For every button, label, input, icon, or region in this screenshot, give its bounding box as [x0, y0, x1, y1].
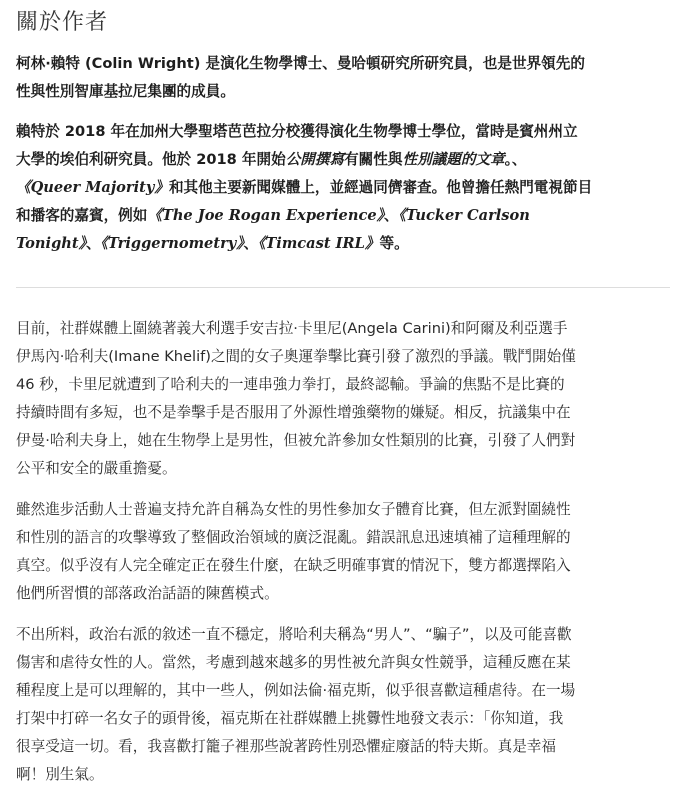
bio-line	[16, 174, 670, 202]
article-line: 他們所習慣的部落政治話語的陳舊模式。	[16, 585, 279, 602]
bio-text: 、	[243, 235, 259, 252]
article-line: 和性別的語言的攻擊導致了整個政治領域的廣泛混亂。錯誤訊息迅速填補了這種理解的	[16, 529, 571, 546]
article-line: 種程度上是可以理解的，其中一些人，例如法倫·福克斯，似乎很喜歡這種虐待。在一場	[16, 682, 576, 699]
article-line: 公平和安全的嚴重擔憂。	[16, 460, 177, 477]
article-line: 雖然進步活動人士普遍支持允許自稱為女性的男性參加女子體育比賽，但左派對圍繞性	[16, 501, 571, 518]
bio-text: 、	[383, 207, 399, 224]
article-line: 持續時間有多短，也不是拳擊手是否服用了外源性增強藥物的嫌疑。相反，抗議集中在	[16, 404, 571, 421]
tucker-carlson-title-end: Tonight》	[16, 235, 86, 252]
bio-line: 性與性別智庫基拉尼集團的成員。	[16, 83, 235, 100]
author-bio-paragraph-1	[16, 50, 670, 106]
article-line: 啊！別生氣。	[16, 766, 104, 783]
article-line: 真空。似乎沒有人完全確定正在發生什麼，在缺乏明確事實的情況下，雙方都選擇陷入	[16, 557, 571, 574]
about-author-heading: 關於作者	[16, 10, 109, 35]
joe-rogan-title: 《The Joe Rogan Experience》	[147, 207, 384, 224]
article-paragraph-3	[16, 621, 670, 789]
article-line: 打架中打碎一名女子的頭骨後，福克斯在社群媒體上挑釁性地發文表示：「你知道，我	[16, 710, 564, 727]
bio-line	[16, 202, 670, 230]
bio-line	[16, 230, 670, 258]
article-line: 很享受這一切。看，我喜歡打籠子裡那些說著跨性別恐懼症廢話的特夫斯。真是幸福	[16, 738, 556, 755]
article-line: 伊馬內·哈利夫(Imane Khelif)之間的女子奧運拳擊比賽引發了激烈的爭議。戰鬥開始僅	[16, 348, 576, 365]
bio-text: 有關性與	[344, 151, 403, 168]
tucker-carlson-title: 《Tucker Carlson	[398, 207, 530, 224]
bio-text: 和播客的嘉賓，例如	[16, 207, 148, 224]
bio-line: 柯林·賴特 (Colin Wright) 是演化生物學博士、曼哈頓研究所研究員，也是世界領先的	[16, 55, 585, 72]
section-divider	[16, 287, 670, 288]
bio-text: 等。	[379, 235, 409, 252]
author-bio-paragraph-2	[16, 118, 670, 258]
article-paragraph-1	[16, 315, 670, 483]
timcast-title: 《Timcast IRL》	[258, 235, 380, 252]
article-paragraph-2	[16, 496, 670, 608]
triggernometry-title: 《Triggernometry》	[100, 235, 244, 252]
bio-text: 、	[85, 235, 101, 252]
article-line: 46 秒，卡里尼就遭到了哈利夫的一連串強力拳打，最終認輸。爭論的焦點不是比賽的	[16, 376, 565, 393]
article-line: 傷害和虐待女性的人。當然，考慮到越來越多的男性被允許與女性競爭，這種反應在某	[16, 654, 571, 671]
bio-text: 和其他主要新聞媒體上，並經過同儕審查。他曾擔任熱門電視節目	[168, 179, 593, 196]
gender-issues-link[interactable]: 性別議題的文章	[402, 151, 505, 168]
bio-line	[16, 146, 670, 174]
article-line: 目前，社群媒體上圍繞著義大利選手安吉拉·卡里尼(Angela Carini)和阿爾及利亞選手	[16, 320, 568, 337]
writing-link[interactable]: 公開撰寫	[285, 151, 345, 168]
bio-text: 。、	[504, 151, 527, 168]
bio-line: 賴特於 2018 年在加州大學聖塔芭芭拉分校獲得演化生物學博士學位，當時是賓州州立	[16, 123, 578, 140]
bio-text: 大學的埃伯利研究員。他於 2018 年開始	[16, 151, 286, 168]
article-line: 伊曼·哈利夫身上，她在生物學上是男性，但被允許參加女性類別的比賽，引發了人們對	[16, 432, 576, 449]
article-line: 不出所料，政治右派的敘述一直不穩定，將哈利夫稱為“男人”、“騙子”，以及可能喜歡	[16, 626, 572, 643]
queer-majority-title: 《Queer Majority》	[16, 179, 169, 196]
